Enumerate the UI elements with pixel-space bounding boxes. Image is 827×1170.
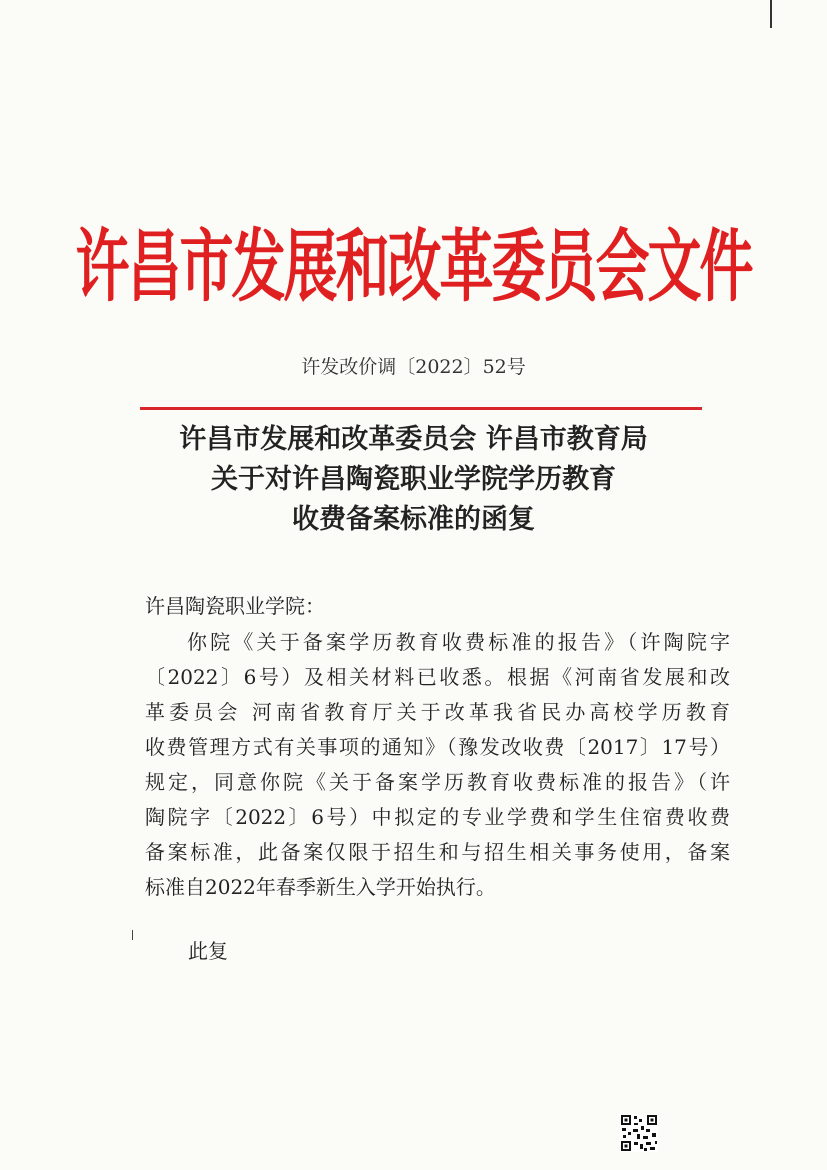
body-line: 规定，同意你院《关于备案学历教育收费标准的报告》（许	[145, 770, 730, 794]
body-line: 收费管理方式有关事项的通知》（豫发改收费〔2017〕17号）	[145, 735, 730, 759]
body-line: 标准自2022年春季新生入学开始执行。	[145, 875, 496, 899]
body-line: 革委员会 河南省教育厅关于改革我省民办高校学历教育	[145, 700, 730, 724]
body-line: 〔2022〕6号）及相关材料已收悉。根据《河南省发展和改	[145, 665, 730, 689]
body-line: 备案标准，此备案仅限于招生和与招生相关事务使用，备案	[145, 840, 730, 864]
document-subject	[0, 420, 827, 540]
scan-speck	[132, 930, 133, 940]
scan-edge-mark	[770, 0, 772, 28]
subject-line: 许昌市发展和改革委员会 许昌市教育局	[179, 424, 648, 455]
body-line: 陶院字〔2022〕6号）中拟定的专业学费和学生住宿费收费	[145, 805, 730, 829]
document-header-title: 许昌市发展和改革委员会文件	[75, 219, 752, 313]
qr-code-icon	[620, 1114, 658, 1152]
document-number: 许发改价调〔2022〕52号	[301, 356, 526, 378]
body-paragraph	[145, 625, 730, 905]
subject-line: 收费备案标准的函复	[292, 504, 535, 535]
body-line: 你院《关于备案学历教育收费标准的报告》（许陶院字	[187, 630, 730, 654]
red-divider-line	[140, 407, 702, 410]
closing-remark: 此复	[188, 939, 228, 963]
subject-line: 关于对许昌陶瓷职业学院学历教育	[211, 464, 616, 495]
addressee: 许昌陶瓷职业学院：	[145, 594, 325, 618]
